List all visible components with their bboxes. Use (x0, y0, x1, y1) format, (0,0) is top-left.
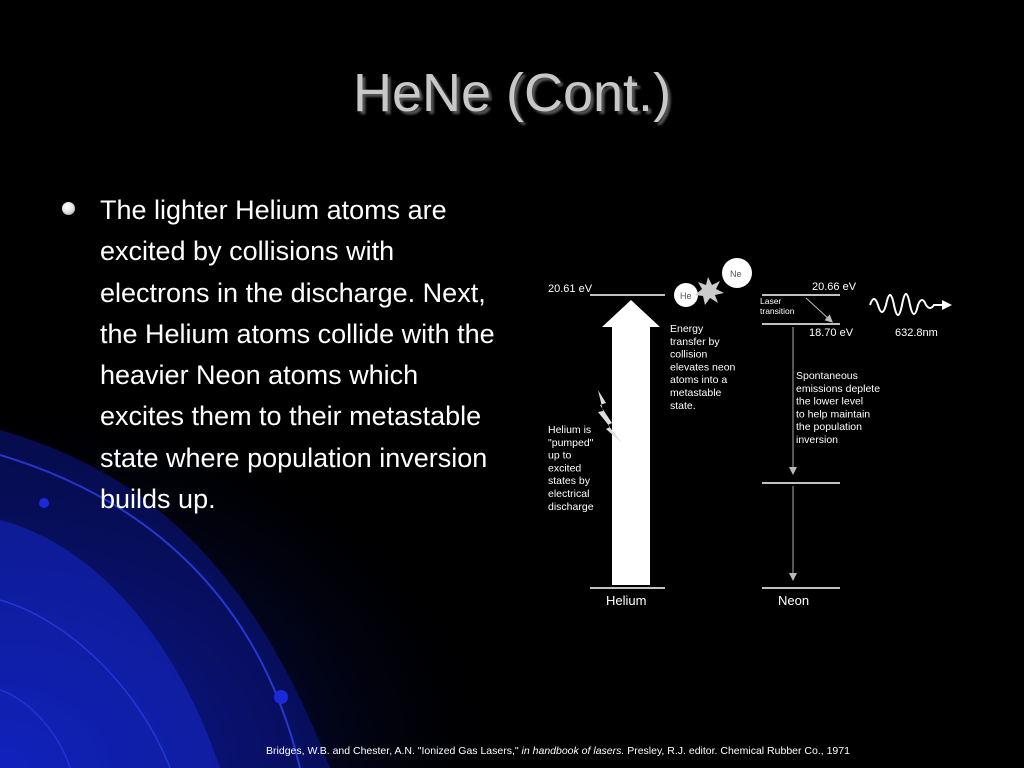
energy-transfer-label-line: metastable (670, 387, 722, 399)
helium-label: Helium (606, 593, 647, 608)
ne-atom-label: Ne (730, 269, 742, 279)
wavelength-label: 632.8nm (895, 327, 938, 339)
ne-lower-level-label: 18.70 eV (809, 327, 854, 339)
collision-burst-icon (695, 277, 724, 305)
spontaneous-note-label-line: emissions deplete (796, 382, 881, 395)
citation-publisher: Presley, R.J. editor. Chemical Rubber Co., 1971 (627, 745, 850, 757)
citation (0, 745, 1024, 757)
laser-transition-label-line: transition (760, 306, 795, 316)
energy-transfer-label (670, 323, 736, 412)
pumped-note-label-line: Helium is (548, 424, 592, 436)
spontaneous-note-label (796, 370, 880, 446)
pumped-note-label-line: up to (548, 449, 572, 462)
pumped-note-label-line: discharge (548, 500, 594, 513)
citation-source: in handbook of lasers. (521, 745, 625, 757)
spontaneous-note-label-line: the lower level (796, 395, 864, 408)
citation-authors: Bridges, W.B. and Chester, A.N. "Ionized Gas Lasers," (266, 745, 519, 757)
pumped-note-label (548, 424, 594, 513)
slide-title: HeNe (Cont.) (352, 63, 672, 123)
photon-wave-icon (870, 294, 944, 315)
spontaneous-note-label-line: Spontaneous (796, 370, 858, 382)
spontaneous-note-label-line: inversion (796, 434, 839, 446)
energy-transfer-label-line: collision (670, 348, 708, 361)
pumped-note-label-line: states by (548, 475, 591, 488)
spontaneous-note-label-line: to help maintain (796, 408, 871, 421)
energy-transfer-label-line: transfer by (670, 335, 720, 348)
energy-level-diagram (540, 255, 960, 625)
he-atom-label: He (680, 291, 692, 301)
photon-arrowhead-icon (942, 300, 952, 310)
ne-top-level-label: 20.66 eV (812, 281, 857, 293)
laser-transition-arrow (806, 298, 830, 320)
laser-transition-label-line: Laser (760, 296, 782, 306)
pumped-note-label-line: "pumped" (548, 436, 594, 449)
laser-transition-label (760, 296, 795, 316)
bullet-text: The lighter Helium atoms are excited by collisions with electrons in the discharge. Next, the Helium atoms collide with the heavier Neon atoms which excites them to their metastable state where population inversion builds up. (100, 195, 495, 515)
energy-transfer-label-line: state. (670, 399, 696, 412)
spontaneous-note-label-line: the population (796, 421, 862, 434)
he-top-level-label: 20.61 eV (548, 283, 593, 295)
pumped-note-label-line: excited (548, 462, 582, 475)
pump-arrow-icon (602, 300, 660, 585)
energy-transfer-label-line: atoms into a (670, 374, 728, 387)
pumped-note-label-line: electrical (548, 488, 590, 500)
energy-transfer-label-line: elevates neon (670, 361, 736, 374)
energy-transfer-label-line: Energy (670, 323, 704, 335)
neon-label: Neon (778, 593, 810, 608)
bullet-icon (62, 202, 75, 215)
